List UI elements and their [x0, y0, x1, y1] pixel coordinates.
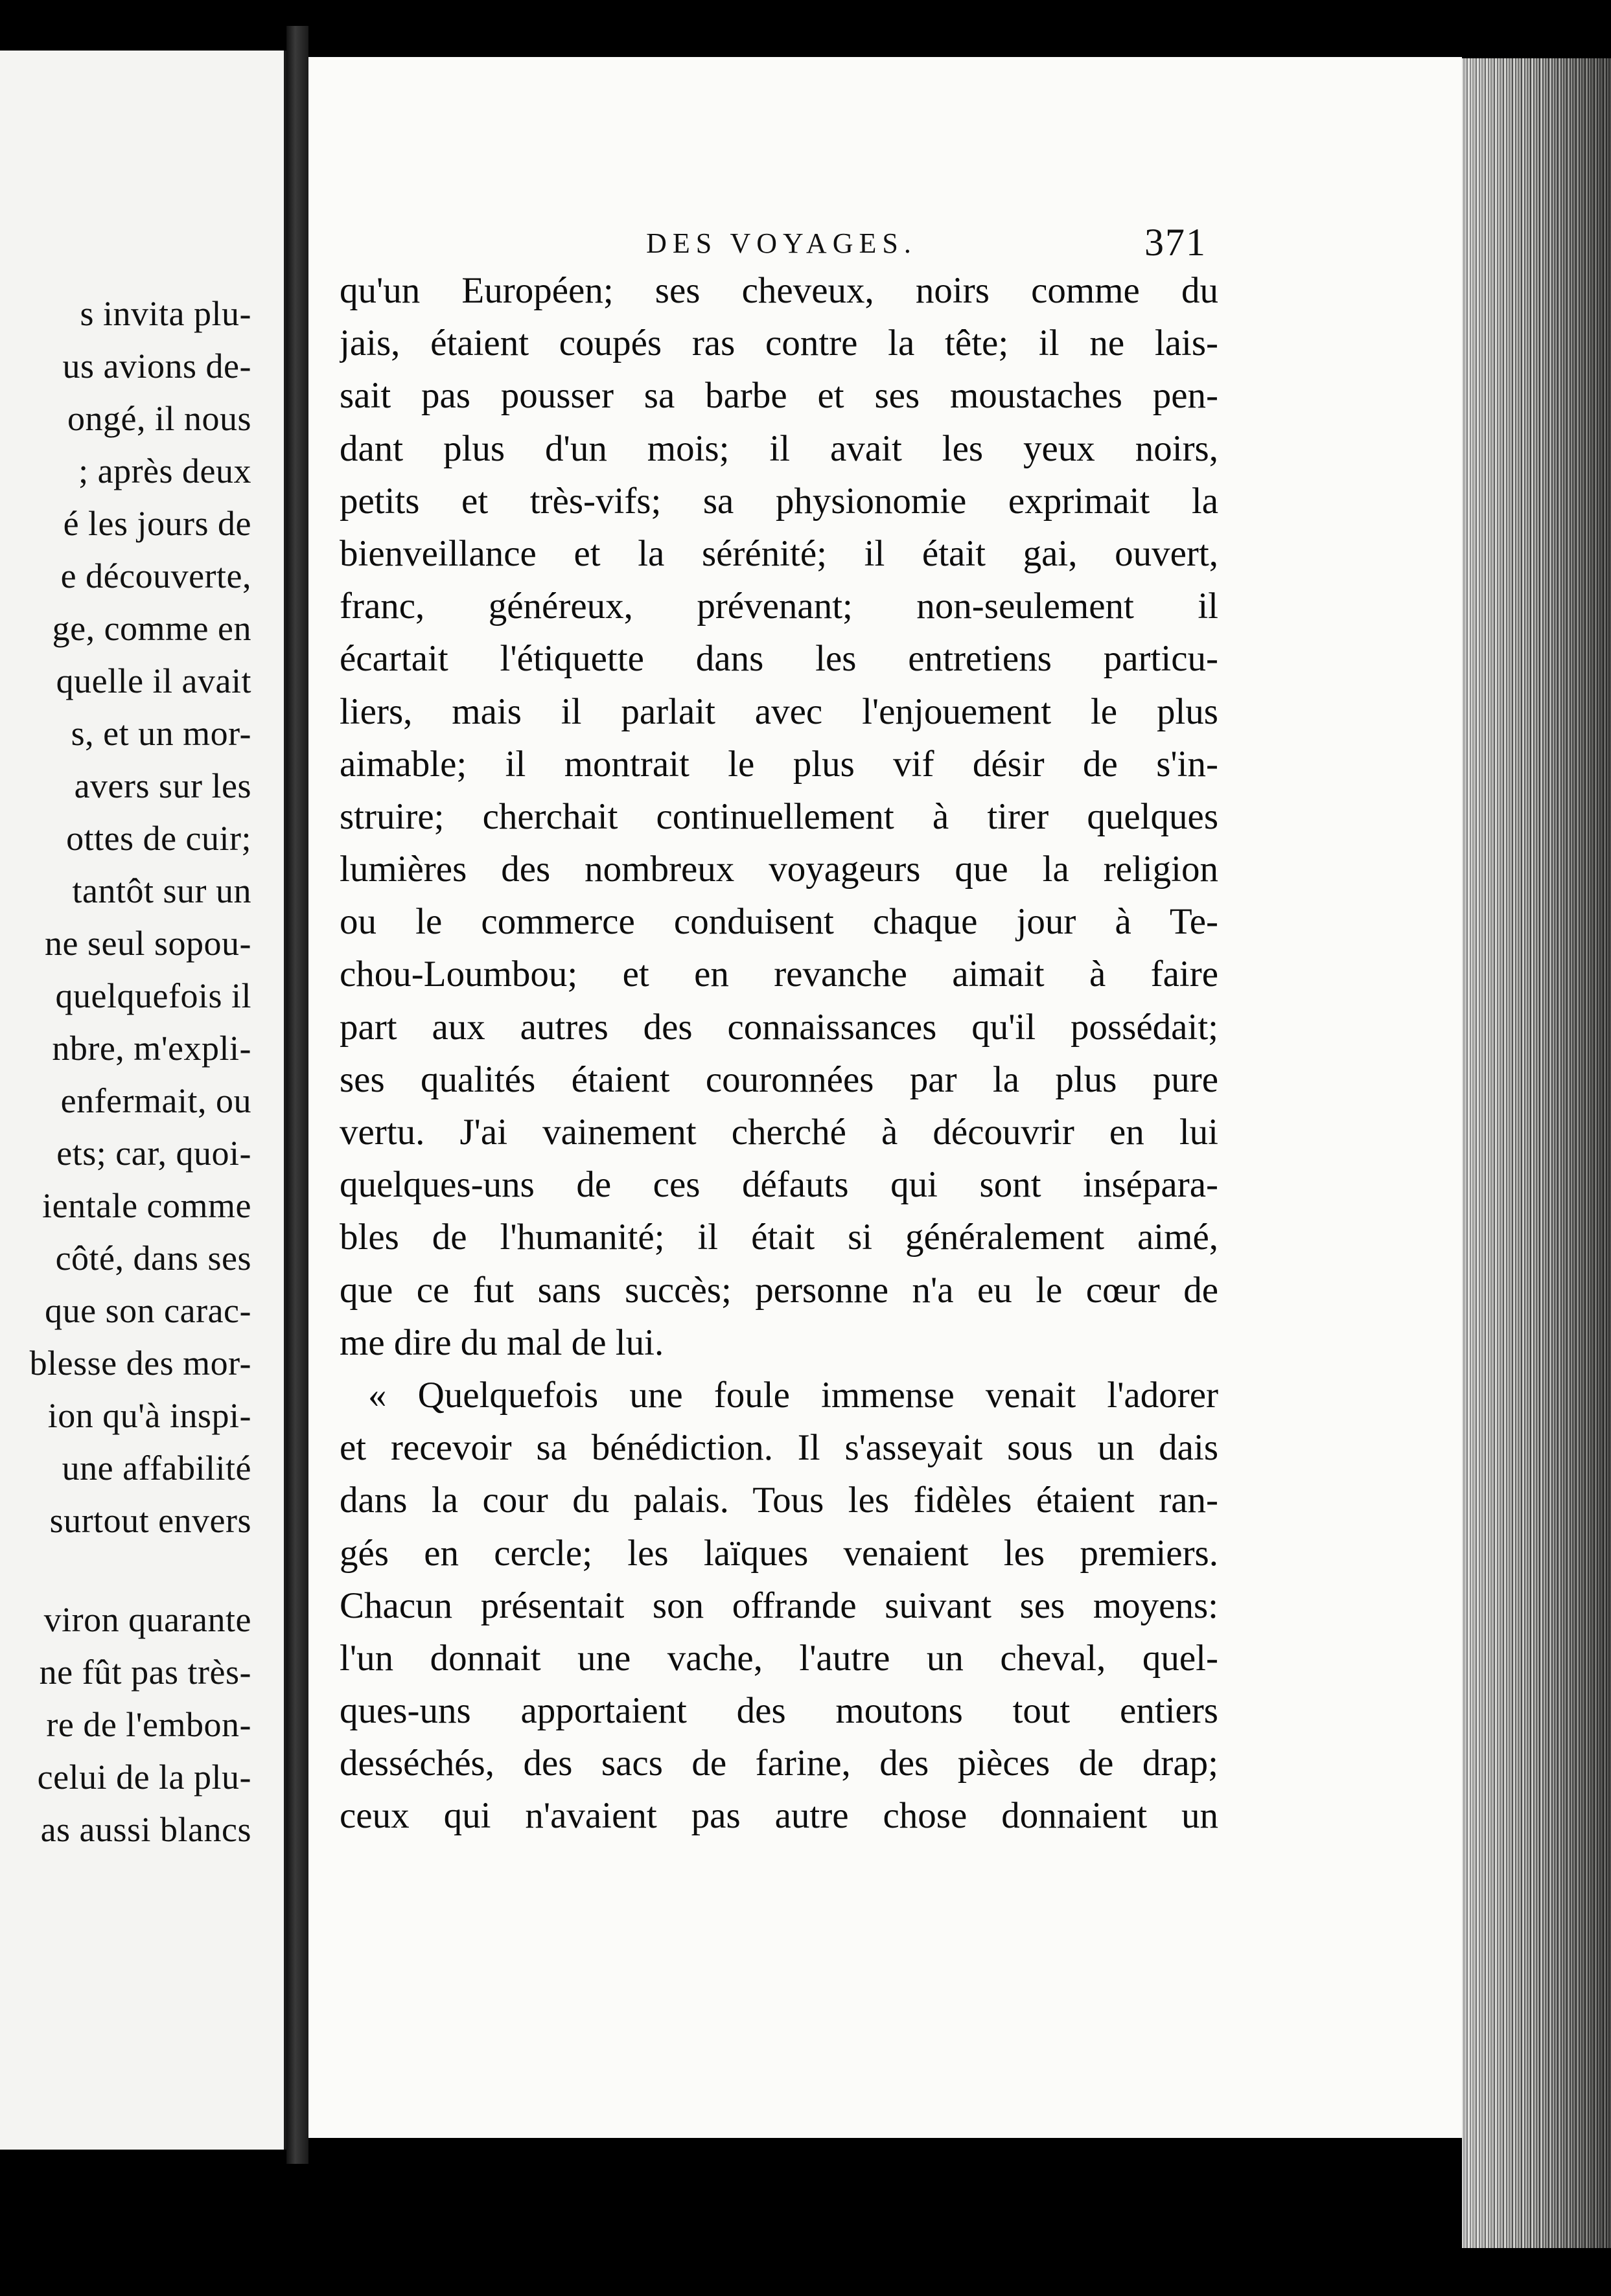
text-line: part aux autres des connaissances qu'il possédait;: [340, 1006, 1218, 1048]
text-line: ques-uns apportaient des moutons tout entiers: [340, 1690, 1218, 1732]
text-line: ses qualités étaient couronnées par la plus pure: [340, 1059, 1218, 1100]
left-line: ientale comme: [42, 1186, 251, 1225]
text-line: écartait l'étiquette dans les entretiens particu-: [340, 638, 1218, 680]
page-number: 371: [1144, 221, 1207, 264]
left-line: une affabilité: [62, 1449, 251, 1487]
book-gutter: [286, 26, 308, 2164]
right-page: [308, 57, 1462, 2138]
left-line: e découverte,: [60, 557, 251, 595]
text-line: vertu. J'ai vainement cherché à découvrir en lui: [340, 1112, 1218, 1153]
body-text: [340, 264, 1218, 1843]
left-line: ne fût pas très-: [39, 1653, 251, 1692]
text-line: dans la cour du palais. Tous les fidèles étaient ran-: [340, 1480, 1218, 1521]
text-line: me dire du mal de lui.: [340, 1322, 664, 1363]
text-line: desséchés, des sacs de farine, des pièces de drap;: [340, 1743, 1218, 1784]
left-line: ottes de cuir;: [66, 819, 251, 858]
text-line: Chacun présentait son offrande suivant ses moyens:: [340, 1585, 1218, 1626]
left-line: viron quarante: [43, 1600, 251, 1639]
text-line: petits et très-vifs; sa physionomie exprimait la: [340, 480, 1218, 522]
left-line: us avions de-: [62, 347, 251, 385]
text-line: lumières des nombreux voyageurs que la religion: [340, 849, 1218, 890]
text-line: bienveillance et la sérénité; il était gai, ouvert,: [340, 533, 1218, 574]
left-line: s, et un mor-: [71, 714, 251, 753]
text-line: chou-Loumbou; et en revanche aimait à faire: [340, 954, 1218, 995]
running-head: DES VOYAGES.: [646, 227, 917, 259]
text-line: sait pas pousser sa barbe et ses moustaches pen-: [340, 375, 1218, 417]
page-fore-edge-shade: [1462, 58, 1611, 2248]
left-line: tantôt sur un: [72, 871, 251, 910]
left-line: ongé, il nous: [67, 399, 251, 438]
left-line: ge, comme en: [52, 609, 251, 648]
left-line: que son carac-: [45, 1291, 251, 1330]
left-line: é les jours de: [63, 504, 251, 543]
left-line: enfermait, ou: [60, 1081, 251, 1120]
left-line: quelquefois il: [55, 976, 251, 1015]
text-line: bles de l'humanité; il était si généralement aimé,: [340, 1217, 1218, 1258]
left-line: surtout envers: [49, 1501, 251, 1540]
text-line: gés en cercle; les laïques venaient les premiers.: [340, 1532, 1218, 1574]
left-line: as aussi blancs: [40, 1810, 251, 1849]
text-line: dant plus d'un mois; il avait les yeux noirs,: [340, 428, 1218, 469]
left-page-text: [0, 288, 251, 1856]
left-page: [0, 51, 286, 2150]
left-line: avers sur les: [74, 766, 251, 805]
text-line: « Quelquefois une foule immense venait l'adorer: [368, 1374, 1218, 1416]
left-line: celui de la plu-: [37, 1758, 251, 1797]
left-line: côté, dans ses: [55, 1239, 251, 1278]
left-line: s invita plu-: [80, 294, 251, 333]
left-line: ets; car, quoi-: [56, 1134, 251, 1173]
text-line: et recevoir sa bénédiction. Il s'asseyait sous un dais: [340, 1427, 1218, 1469]
text-line: quelques-uns de ces défauts qui sont insépara-: [340, 1164, 1218, 1206]
text-line: franc, généreux, prévenant; non-seulement il: [340, 586, 1218, 627]
text-line: que ce fut sans succès; personne n'a eu le cœur de: [340, 1269, 1218, 1311]
left-line: re de l'embon-: [46, 1705, 251, 1744]
text-line: aimable; il montrait le plus vif désir de s'in-: [340, 743, 1218, 785]
left-line: quelle il avait: [56, 661, 251, 700]
text-line: l'un donnait une vache, l'autre un cheval, quel-: [340, 1637, 1218, 1679]
left-line: nbre, m'expli-: [52, 1029, 251, 1068]
left-line: ; après deux: [78, 452, 251, 490]
text-line: liers, mais il parlait avec l'enjouement le plus: [340, 691, 1218, 732]
text-line: ou le commerce conduisent chaque jour à Te-: [340, 901, 1218, 943]
text-line: jais, étaient coupés ras contre la tête; il ne lais-: [340, 323, 1218, 364]
left-line: ion qu'à inspi-: [47, 1396, 251, 1435]
left-line: ne seul sopou-: [45, 924, 251, 963]
text-line: qu'un Européen; ses cheveux, noirs comme du: [340, 270, 1218, 311]
text-line: ceux qui n'avaient pas autre chose donnaient un: [340, 1795, 1218, 1837]
left-line: blesse des mor-: [29, 1344, 251, 1383]
text-line: struire; cherchait continuellement à tirer quelques: [340, 796, 1218, 837]
